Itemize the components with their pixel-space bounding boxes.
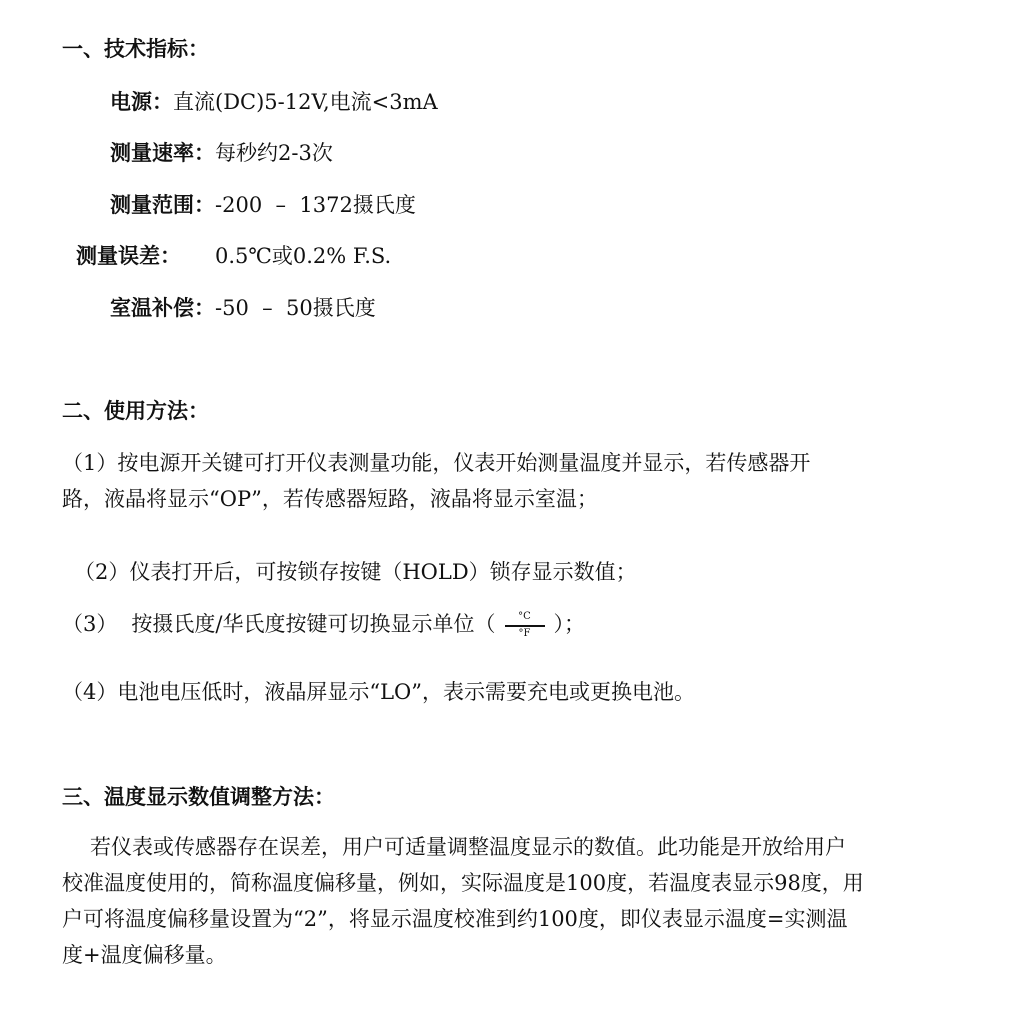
spec-label: 电源： xyxy=(110,89,173,114)
item3 xyxy=(62,609,585,641)
spec-value: 每秒约2-3次 xyxy=(215,141,333,165)
item3-text: 按摄氏度/华氏度按键可切换显示单位（ xyxy=(131,612,496,636)
spec-value: -50 – 50摄氏度 xyxy=(215,296,376,320)
item2: （2）仪表打开后，可按锁存按键（HOLD）锁存显示数值； xyxy=(74,560,637,584)
spec-value: -200 – 1372摄氏度 xyxy=(215,193,416,217)
spec-value: 0.5℃或0.2% F.S. xyxy=(215,244,392,268)
spec-label: 测量范围： xyxy=(110,192,215,217)
item1-line1: （1）按电源开关键可打开仪表测量功能，仪表开始测量温度并显示，若传感器开 xyxy=(62,451,811,475)
para-line2: 校准温度使用的，简称温度偏移量，例如，实际温度是100度，若温度表显示98度，用 xyxy=(62,871,864,895)
fraction-bar xyxy=(505,625,545,627)
spec-value: 直流(DC)5-12V,电流<3mA xyxy=(173,90,438,114)
spec-rate xyxy=(110,138,333,168)
item1-line2: 路，液晶将显示“OP”，若传感器短路，液晶将显示室温； xyxy=(62,487,598,511)
spec-label: 测量误差： xyxy=(76,243,181,268)
unit-fraction xyxy=(501,611,547,641)
spec-compensation xyxy=(110,293,376,323)
spec-range xyxy=(110,190,416,220)
unit-fahrenheit: °F xyxy=(518,627,531,639)
spec-power xyxy=(110,87,438,117)
item3-suffix: ）； xyxy=(553,612,585,636)
para-line3: 户可将温度偏移量设置为“2”，将显示温度校准到约100度，即仪表显示温度=实测温 xyxy=(62,907,848,931)
spec-label: 室温补偿： xyxy=(110,295,215,320)
spec-label: 测量速率： xyxy=(110,140,215,165)
item4: （4）电池电压低时，液晶屏显示“LO”，表示需要充电或更换电池。 xyxy=(62,680,695,704)
section3-title: 三、温度显示数值调整方法： xyxy=(62,784,335,809)
item3-prefix: （3） xyxy=(62,612,118,636)
unit-celsius: °C xyxy=(518,610,531,622)
para-line1: 若仪表或传感器存在误差，用户可适量调整温度显示的数值。此功能是开放给用户 xyxy=(90,835,846,859)
section1-title: 一、技术指标： xyxy=(62,36,209,61)
para-line4: 度+温度偏移量。 xyxy=(62,943,227,967)
section2-title: 二、使用方法： xyxy=(62,398,209,423)
spec-error xyxy=(76,241,391,271)
